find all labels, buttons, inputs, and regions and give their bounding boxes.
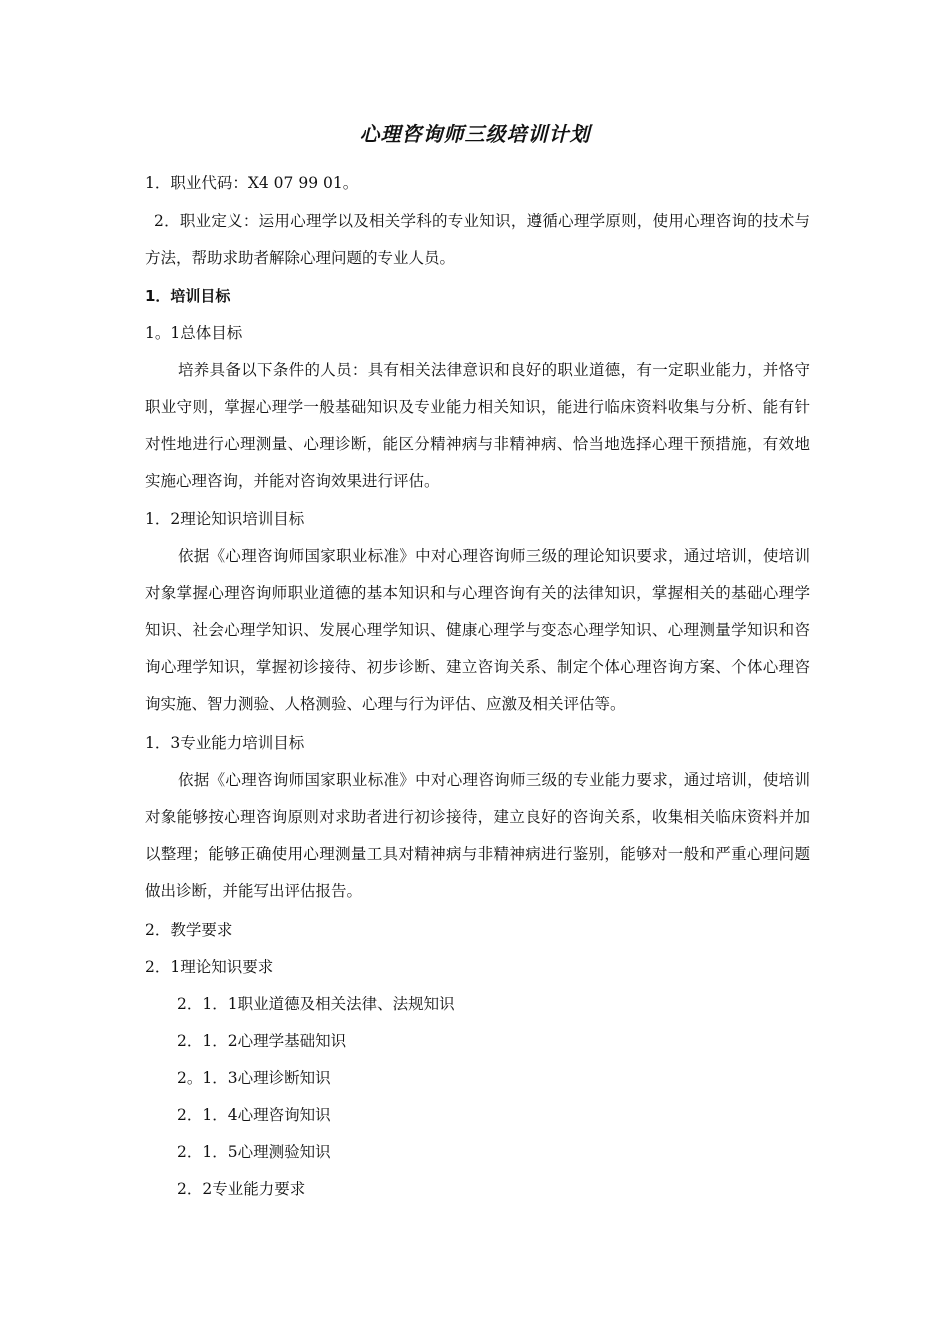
- section-heading-teaching-requirements: 2．教学要求: [145, 921, 233, 939]
- list-item: 2．1．2心理学基础知识: [177, 1032, 347, 1050]
- subsection-heading-skill-goals: 1．3专业能力培训目标: [145, 734, 305, 752]
- list-item: 2．1．1职业道德及相关法律、法规知识: [177, 995, 455, 1013]
- occupation-code: 1．职业代码：X4 07 99 01。: [145, 174, 359, 192]
- section-heading-training-goals: 1．培训目标: [145, 287, 231, 305]
- list-item: 2。1．3心理诊断知识: [177, 1069, 331, 1087]
- list-item: 2．1．5心理测验知识: [177, 1143, 331, 1161]
- subsection-heading-skill-requirements: 2．2专业能力要求: [177, 1180, 306, 1198]
- overall-goals-paragraph: 培养具备以下条件的人员：具有相关法律意识和良好的职业道德，有一定职业能力，并恪守职业守则，掌握心理学一般基础知识及专业能力相关知识，能进行临床资料收集与分析、能有针对性地进行心理测量、心理诊断，能区分精神病与非精神病、恰当地选择心理干预措施，有效地实施心理咨询，并能对咨询效果进行评估。: [145, 361, 810, 490]
- document-title: 心理咨询师三级培训计划: [359, 122, 591, 146]
- theory-goals-paragraph: 依据《心理咨询师国家职业标准》中对心理咨询师三级的理论知识要求，通过培训，使培训对象掌握心理咨询师职业道德的基本知识和与心理咨询有关的法律知识，掌握相关的基础心理学知识、社会心理学知识、发展心理学知识、健康心理学与变态心理学知识、心理测量学知识和咨询心理学知识，掌握初诊接待、初步诊断、建立咨询关系、制定个体心理咨询方案、个体心理咨询实施、智力测验、人格测验、心理与行为评估、应激及相关评估等。: [145, 547, 810, 713]
- list-item: 2．1．4心理咨询知识: [177, 1106, 331, 1124]
- subsection-heading-overall-goals: 1。1总体目标: [145, 324, 243, 342]
- occupation-definition: 2．职业定义：运用心理学以及相关学科的专业知识，遵循心理学原则，使用心理咨询的技术与方法，帮助求助者解除心理问题的专业人员。: [145, 212, 810, 267]
- subsection-heading-theory-requirements: 2．1理论知识要求: [145, 958, 274, 976]
- subsection-heading-theory-goals: 1．2理论知识培训目标: [145, 510, 305, 528]
- skill-goals-paragraph: 依据《心理咨询师国家职业标准》中对心理咨询师三级的专业能力要求，通过培训，使培训对象能够按心理咨询原则对求助者进行初诊接待，建立良好的咨询关系，收集相关临床资料并加以整理；能够正确使用心理测量工具对精神病与非精神病进行鉴别，能够对一般和严重心理问题做出诊断，并能写出评估报告。: [145, 771, 810, 900]
